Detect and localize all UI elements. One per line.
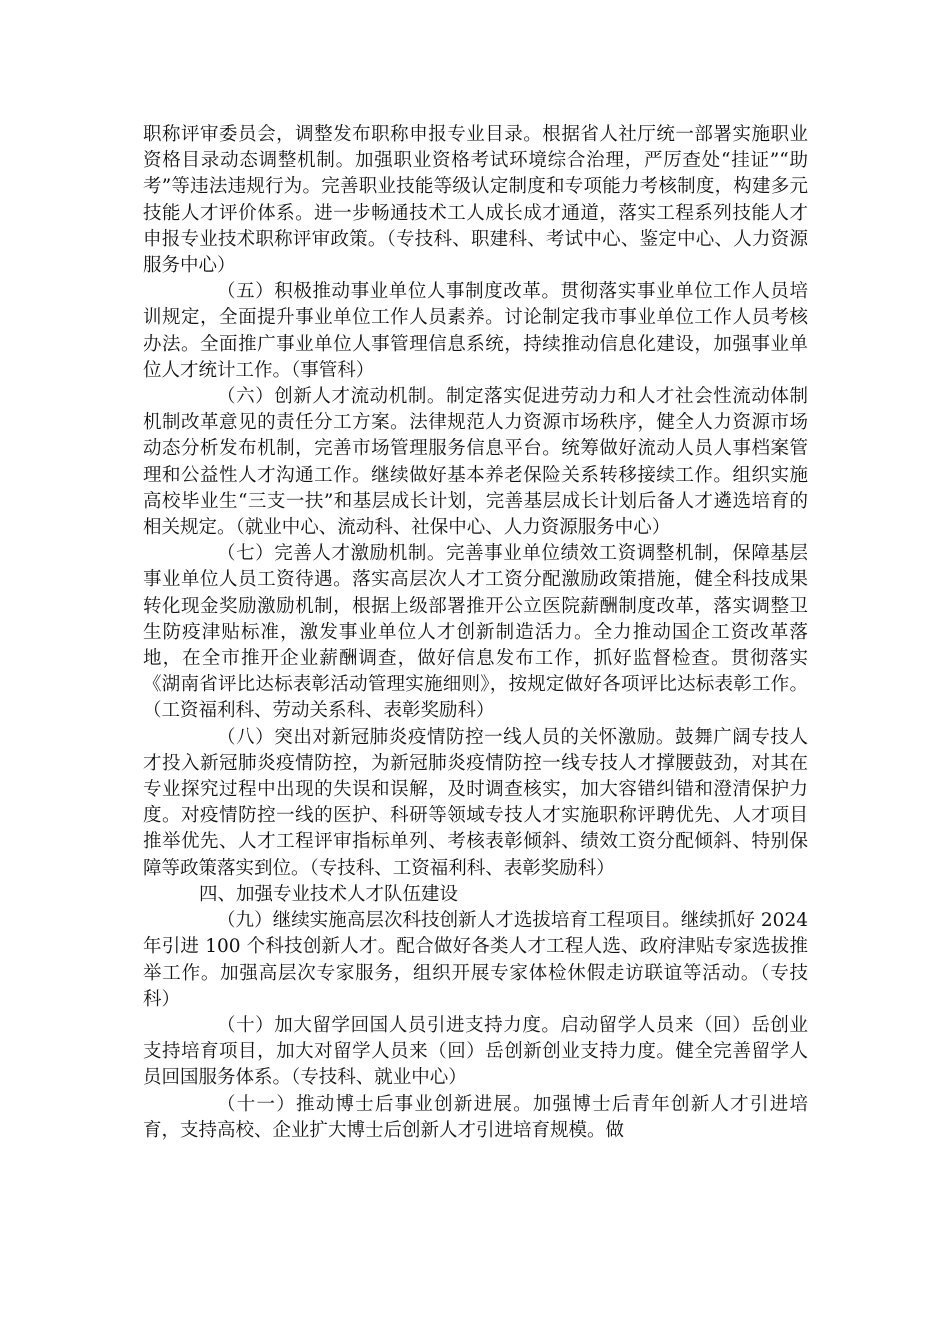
paragraph-item-8: （八）突出对新冠肺炎疫情防控一线人员的关怀激励。鼓舞广阔专技人才投入新冠肺炎疫情防控，为新冠肺炎疫情防控一线专技人才撑腰鼓劲，对其在专业探究过程中出现的失误和误解，及时调查核实，加大容错纠错和澄清保护力度。对疫情防控一线的医护、科研等领域专技人才实施职称评聘优先、人才项目推举优先、人才工程评审指标单列、考核表彰倾斜、绩效工资分配倾斜、特别保障等政策落实到位。（专技科、工资福利科、表彰奖励科） <box>143 726 808 879</box>
paragraph-item-6: （六）创新人才流动机制。制定落实促进劳动力和人才社会性流动体制机制改革意见的责任分工方案。法律规范人力资源市场秩序，健全人力资源市场动态分析发布机制，完善市场管理服务信息平台。统筹做好流动人员人事档案管理和公益性人才沟通工作。继续做好基本养老保险关系转移接续工作。组织实施高校毕业生“三支一扶”和基层成长计划，完善基层成长计划后备人才遴选培育的相关规定。（就业中心、流动科、社保中心、人力资源服务中心） <box>143 386 808 539</box>
section-heading-4: 四、加强专业技术人才队伍建设 <box>199 883 459 905</box>
paragraph-item-7: （七）完善人才激励机制。完善事业单位绩效工资调整机制，保障基层事业单位人员工资待遇。落实高层次人才工资分配激励政策措施，健全科技成果转化现金奖励激励机制，根据上级部署推开公立医院薪酬制度改革，落实调整卫生防疫津贴标准，激发事业单位人才创新制造活力。全力推动国企工资改革落地，在全市推开企业薪酬调查，做好信息发布工作，抓好监督检查。贯彻落实《湖南省评比达标表彰活动管理实施细则》，按规定做好各项评比达标表彰工作。（工资福利科、劳动关系科、表彰奖励科） <box>143 543 808 722</box>
paragraph-item-11: （十一）推动博士后事业创新进展。加强博士后青年创新人才引进培育，支持高校、企业扩大博士后创新人才引进培育规模。做 <box>143 1093 808 1141</box>
paragraph-item-9: （九）继续实施高层次科技创新人才选拔培育工程项目。继续抓好 2024 年引进 100 个科技创新人才。配合做好各类人才工程人选、政府津贴专家选拔推举工作。加强高层次专家服务，组织开展专家体检休假走访联谊等活动。（专技科） <box>143 910 808 1010</box>
paragraph-item-5: （五）积极推动事业单位人事制度改革。贯彻落实事业单位工作人员培训规定，全面提升事业单位工作人员素养。讨论制定我市事业单位工作人员考核办法。全面推广事业单位人事管理信息系统，持续推动信息化建设，加强事业单位人才统计工作。（事管科） <box>143 281 808 381</box>
paragraph-continuation: 职称评审委员会，调整发布职称申报专业目录。根据省人社厅统一部署实施职业资格目录动态调整机制。加强职业资格考试环境综合治理，严厉查处“挂证”“助考”等违法违规行为。完善职业技能等级认定制度和专项能力考核制度，构建多元技能人才评价体系。进一步畅通技术工人成长成才通道，落实工程系列技能人才申报专业技术职称评审政策。（专技科、职建科、考试中心、鉴定中心、人力资源服务中心） <box>143 124 808 277</box>
paragraph-item-10: （十）加大留学回国人员引进支持力度。启动留学人员来（回）岳创业支持培育项目，加大对留学人员来（回）岳创新创业支持力度。健全完善留学人员回国服务体系。（专技科、就业中心） <box>143 1014 808 1089</box>
document-page <box>143 122 808 1144</box>
